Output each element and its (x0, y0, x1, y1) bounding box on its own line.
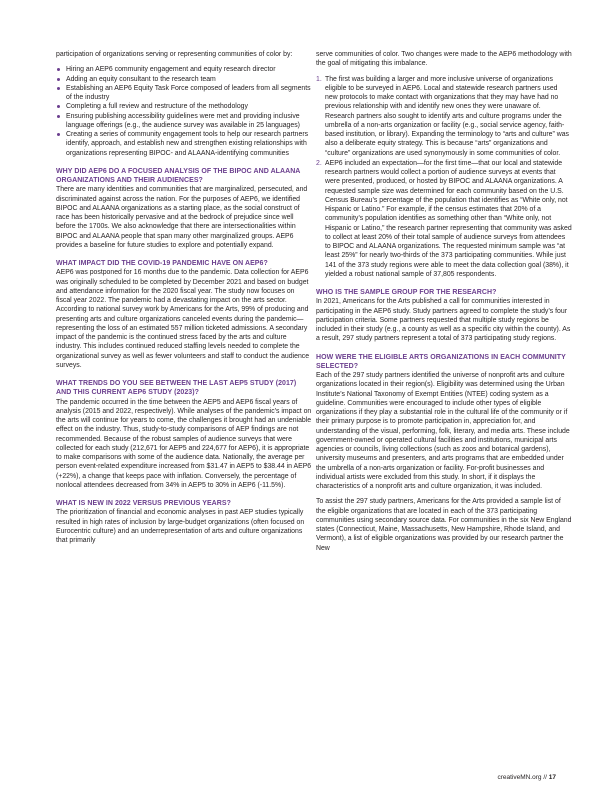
section-covid-impact (56, 259, 312, 370)
section-eligible-orgs (316, 353, 572, 553)
bullet-item: Creating a series of community engagement tools to help our research partners identify, approach, and establish new and strengthen existing relationships with organizations representing BIPOC- and ALAANA-identifying communities (56, 130, 312, 158)
left-intro: participation of organizations serving or representing communities of color by: (56, 51, 293, 58)
numbered-item (316, 75, 572, 158)
section-body-continued: To assist the 297 study partners, Americans for the Arts provided a sample list of the eligible organizations that are located in each of the 373 participating communities using secondary source data. For communities in the six New England states (Connecticut, Maine, Massachusetts, New Hampshire, Rhode Island, and Vermont), a list of eligible organizations was provided by our research partner the New (316, 498, 572, 552)
right-intro: serve communities of color. Two changes were made to the AEP6 methodology with the goal of mitigating this imbalance. (316, 51, 572, 68)
numbered-item (316, 159, 572, 279)
item-text: The first was building a larger and more inclusive universe of organizations eligible to be surveyed in AEP6. Local and statewide research partners used new protocols to make contact with organizations that they may have had no previous relationship with and identify new ones they were unaware of. Research partners also sought to identify arts and culture programs under the umbrella of a non-arts organization or facility (e.g., social service agency, faith-based institution, or library). Expanding the terminology to “arts and culture” was also a deliberate equity strategy. This is because “arts” organizations and “culture” organizations are used synonymously in some communities of color. (325, 75, 569, 157)
section-body: AEP6 was postponed for 16 months due to the pandemic. Data collection for AEP6 was originally scheduled to be completed by December 2021 and based on budget and attendance information for the 2020 fiscal year. The study now focuses on fiscal year 2022. The pandemic had a devastating impact on the arts sector. According to national survey work by Americans for the Arts, 99% of producing and presenting arts and culture organizations canceled events during the pandemic—representing the loss of an estimated 557 million ticketed admissions. A secondary impact of the pandemic is the continued stress faced by the arts and culture industry. This includes continued reduced staffing levels needed to complete the organizational survey as well as fewer volunteers and staff to conduct the audience surveys. (56, 269, 310, 369)
footer-site-link[interactable]: creativeMN.org (497, 774, 542, 781)
page-number: 17 (548, 774, 556, 781)
bullet-item: Establishing an AEP6 Equity Task Force composed of leaders from all segments of the industry (56, 84, 312, 103)
page-footer (497, 774, 556, 781)
bullet-item: Ensuring publishing accessibility guidelines were met and providing inclusive language offerings (e.g., the audience survey was available in 25 languages) (56, 112, 312, 131)
bullet-item: Completing a full review and restructure of the methodology (56, 102, 312, 111)
bullet-item: Adding an equity consultant to the research team (56, 75, 312, 84)
section-body: The prioritization of financial and economic analyses in past AEP studies typically resulted in high rates of inclusion by large-budget organizations (often focused on Eurocentric culture) and an underrepresentation of arts and culture organizations that primarily (56, 509, 305, 544)
section-trends (56, 379, 312, 490)
section-sample-group (316, 288, 572, 344)
strategy-bullet-list (56, 65, 312, 158)
item-text: AEP6 included an expectation—for the first time—that our local and statewide research partners would collect a portion of audience surveys at events that were presented, produced, or hosted by BIPOC and ALAANA organizations. A requested sample size was determined for each community based on the U.S. Census Bureau’s percentage of the population that identifies as “White only, not Hispanic or Latino.” For example, if the census estimates that 20% of a community’s population identifies as something other than “White only, not Hispanic or Latino,” the research partner representing that community was asked to collect at least 20% of their total sample of audience surveys from attendees to BIPOC and ALAANA organizations. The requested minimum sample was “at least 25%” for nearly two-thirds of the 373 participating communities. While just 141 of the 373 study regions were able to meet the data collection goal (38%), it yielded a robust national sample of 37,805 respondents. (325, 159, 572, 278)
left-column (56, 50, 312, 551)
footer-separator: // (543, 774, 547, 781)
section-heading: WHAT TRENDS DO YOU SEE BETWEEN THE LAST AEP5 STUDY (2017) AND THIS CURRENT AEP6 STUDY (2023)? (56, 380, 297, 397)
methodology-change-list (316, 75, 572, 280)
section-body: There are many identities and communities that are marginalized, persecuted, and discriminated against across the nation. For the purposes of AEP6, we identified BIPOC and ALAANA organizations as a starting place, as the social construct of race has been historically pervasive and at the bedrock of prejudice since well before the 1700s. We also acknowledge that there are intersectionalities within BIPOC and ALAANA people that span many other marginalized groups. AEP6 provides a baseline for future studies to explore and potentially expand. (56, 186, 308, 249)
section-whats-new (56, 499, 312, 545)
bullet-item: Hiring an AEP6 community engagement and equity research director (56, 65, 312, 74)
section-body: In 2021, Americans for the Arts published a call for communities interested in participating in the AEP6 study. Study partners agreed to complete the study’s four participation criteria. Some partners requested that multiple study regions be included in their study (e.g., a county as well as a specific city within the county). As a result, 297 study partners represent a total of 373 participating study regions. (316, 298, 571, 343)
section-body: Each of the 297 study partners identified the universe of nonprofit arts and culture organizations located in their region(s). Eligibility was determined using the Urban Institute’s National Taxonomy of Exempt Entities (NTEE) coding system as a guideline. Communities were encouraged to include other types of eligible organizations if they play a substantial role in the cultural life of the community or if their primary purpose is to promote participation in, appreciation for, and understanding of the visual, performing, folk, literary, and media arts. These include government-owned or operated cultural facilities and institutions, municipal arts agencies or councils, living collections (such as zoos and botanical gardens), university museums and presenters, and arts programs that are embedded under the umbrella of a non-arts organization or facility. For-profit businesses and individual artists were excluded from this study. In short, if it displays the characteristics of a nonprofit arts and culture organization, it was included. (316, 372, 570, 490)
item-number: 1. (316, 75, 322, 83)
item-number: 2. (316, 159, 322, 167)
section-heading: WHAT IS NEW IN 2022 VERSUS PREVIOUS YEARS? (56, 500, 231, 507)
section-heading: HOW WERE THE ELIGIBLE ARTS ORGANIZATIONS IN EACH COMMUNITY SELECTED? (316, 353, 566, 370)
section-heading: WHO IS THE SAMPLE GROUP FOR THE RESEARCH? (316, 289, 497, 296)
section-bipoc-alaana (56, 167, 312, 250)
section-heading: WHY DID AEP6 DO A FOCUSED ANALYSIS OF THE BIPOC AND ALAANA ORGANIZATIONS AND THEIR AUDIENCES? (56, 167, 301, 184)
section-heading: WHAT IMPACT DID THE COVID-19 PANDEMIC HAVE ON AEP6? (56, 260, 268, 267)
section-body: The pandemic occurred in the time between the AEP5 and AEP6 fiscal years of analysis (2015 and 2022, respectively). While analyses of the pandemic's impact on the arts will continue for years to come, the challenges it brought had an undeniable effect on the industry. Thus, study-to-study comparisons of AEP findings are not recommended. Because of the robust samples of audience surveys that were collected for each study (212,671 for AEP5 and 224,677 for AEP6), it is appropriate to make comparisons with some of the audience data. Nationally, the average per person event-related expenditure increased from $31.47 in AEP5 to $38.44 in AEP6 (+22%), a change that keeps pace with inflation. Conversely, the percentage of nonlocal attendees decreased from 34% in AEP5 to 30% in AEP6 (-11.5%). (56, 398, 312, 489)
right-column (316, 50, 572, 559)
